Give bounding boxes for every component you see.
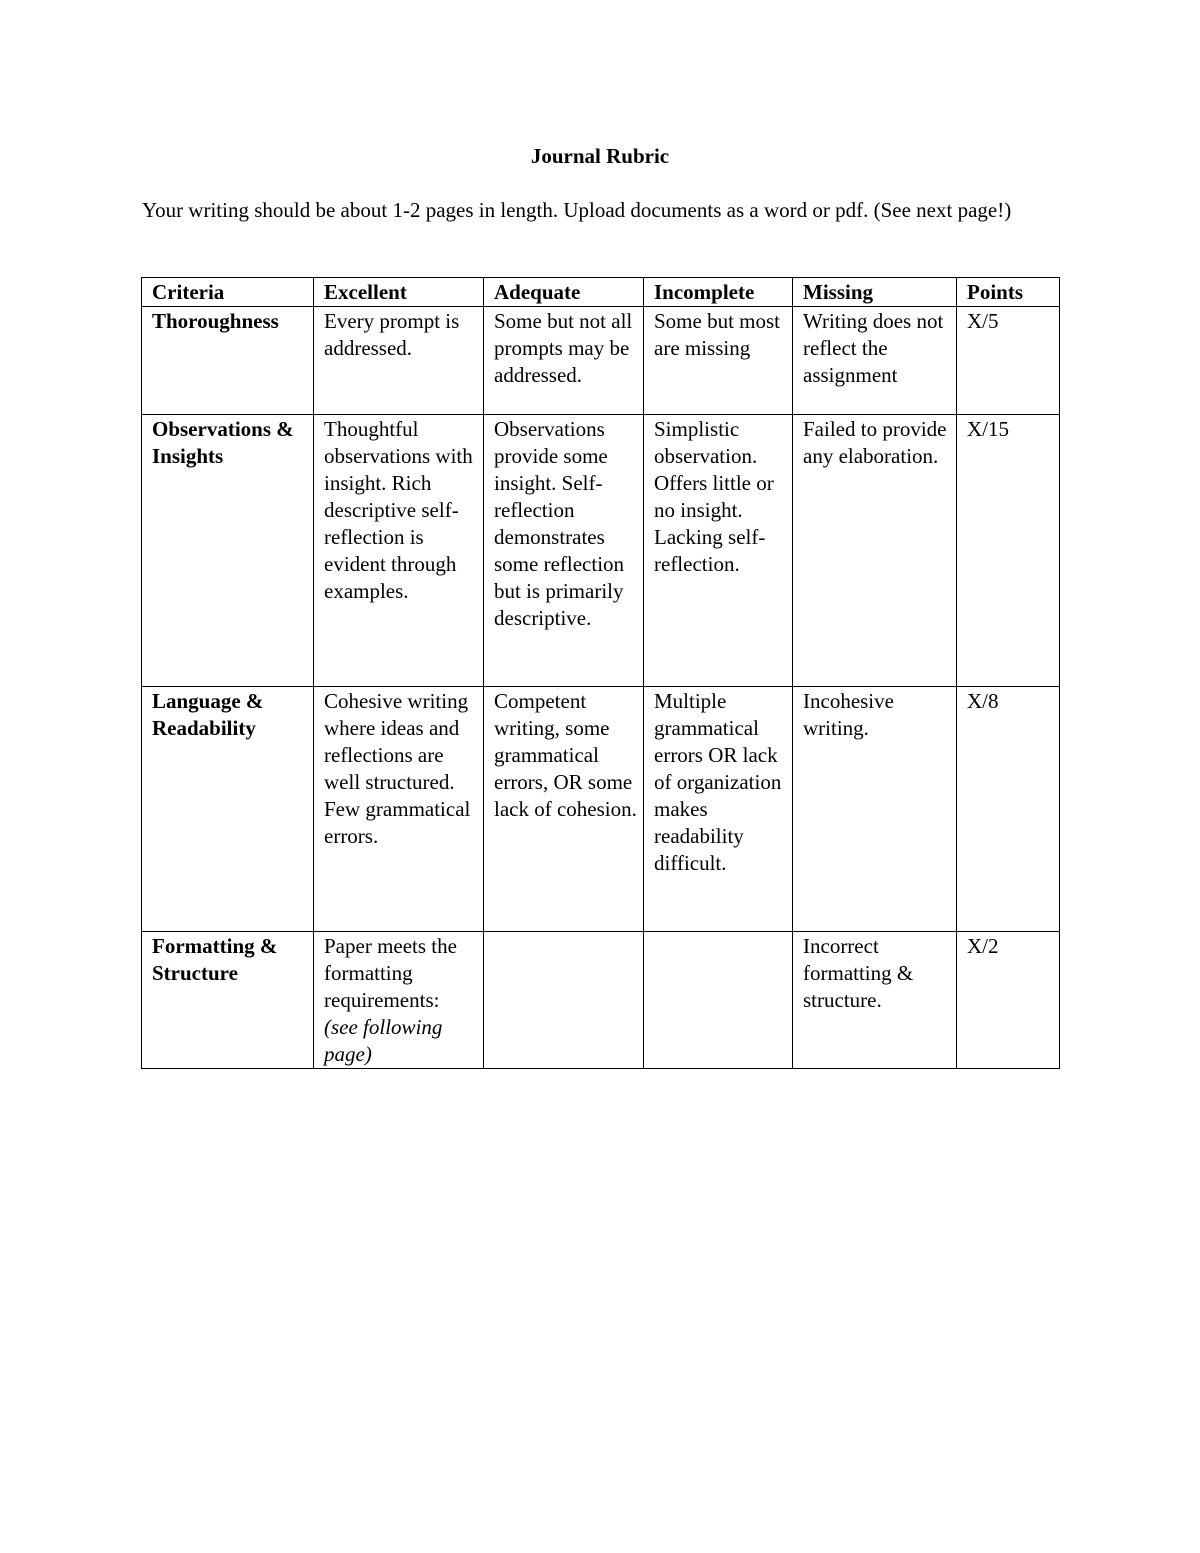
- incomplete-cell: [644, 932, 793, 1069]
- table-row: [142, 415, 1060, 687]
- adequate-cell: Observations provide some insight. Self-reflection demonstrates some reflection but is primarily descriptive.: [484, 415, 644, 687]
- adequate-cell: Some but not all prompts may be addressed.: [484, 307, 644, 415]
- missing-cell: Writing does not reflect the assignment: [793, 307, 957, 415]
- adequate-cell: Competent writing, some grammatical errors, OR some lack of cohesion.: [484, 687, 644, 932]
- criteria-cell: Observations & Insights: [142, 415, 314, 687]
- points-cell: X/15: [957, 415, 1060, 687]
- excellent-cell: Cohesive writing where ideas and reflections are well structured. Few grammatical errors.: [314, 687, 484, 932]
- header-incomplete: Incomplete: [644, 278, 793, 307]
- incomplete-cell: Multiple grammatical errors OR lack of organization makes readability difficult.: [644, 687, 793, 932]
- excellent-note: (see following page): [324, 1015, 443, 1066]
- excellent-text: Paper meets the formatting requirements:: [324, 934, 457, 1012]
- instructions-paragraph: Your writing should be about 1-2 pages in length. Upload documents as a word or pdf. (See next page!): [142, 198, 1012, 222]
- criteria-cell: Language & Readability: [142, 687, 314, 932]
- points-cell: X/5: [957, 307, 1060, 415]
- criteria-cell: Formatting & Structure: [142, 932, 314, 1069]
- points-cell: X/2: [957, 932, 1060, 1069]
- page-title: Journal Rubric: [530, 144, 670, 168]
- header-excellent: Excellent: [314, 278, 484, 307]
- missing-cell: Incohesive writing.: [793, 687, 957, 932]
- points-cell: X/8: [957, 687, 1060, 932]
- header-missing: Missing: [793, 278, 957, 307]
- missing-cell: Failed to provide any elaboration.: [793, 415, 957, 687]
- excellent-cell: [314, 932, 484, 1069]
- excellent-cell: Thoughtful observations with insight. Rich descriptive self-reflection is evident through examples.: [314, 415, 484, 687]
- rubric-table: [141, 277, 1060, 1069]
- header-row: [142, 278, 1060, 307]
- header-criteria: Criteria: [142, 278, 314, 307]
- header-adequate: Adequate: [484, 278, 644, 307]
- adequate-cell: [484, 932, 644, 1069]
- missing-cell: Incorrect formatting & structure.: [793, 932, 957, 1069]
- incomplete-cell: Simplistic observation. Offers little or no insight. Lacking self-reflection.: [644, 415, 793, 687]
- table-row: [142, 687, 1060, 932]
- table-row: [142, 932, 1060, 1069]
- excellent-cell: Every prompt is addressed.: [314, 307, 484, 415]
- criteria-cell: Thoroughness: [142, 307, 314, 415]
- header-points: Points: [957, 278, 1060, 307]
- table-row: [142, 307, 1060, 415]
- incomplete-cell: Some but most are missing: [644, 307, 793, 415]
